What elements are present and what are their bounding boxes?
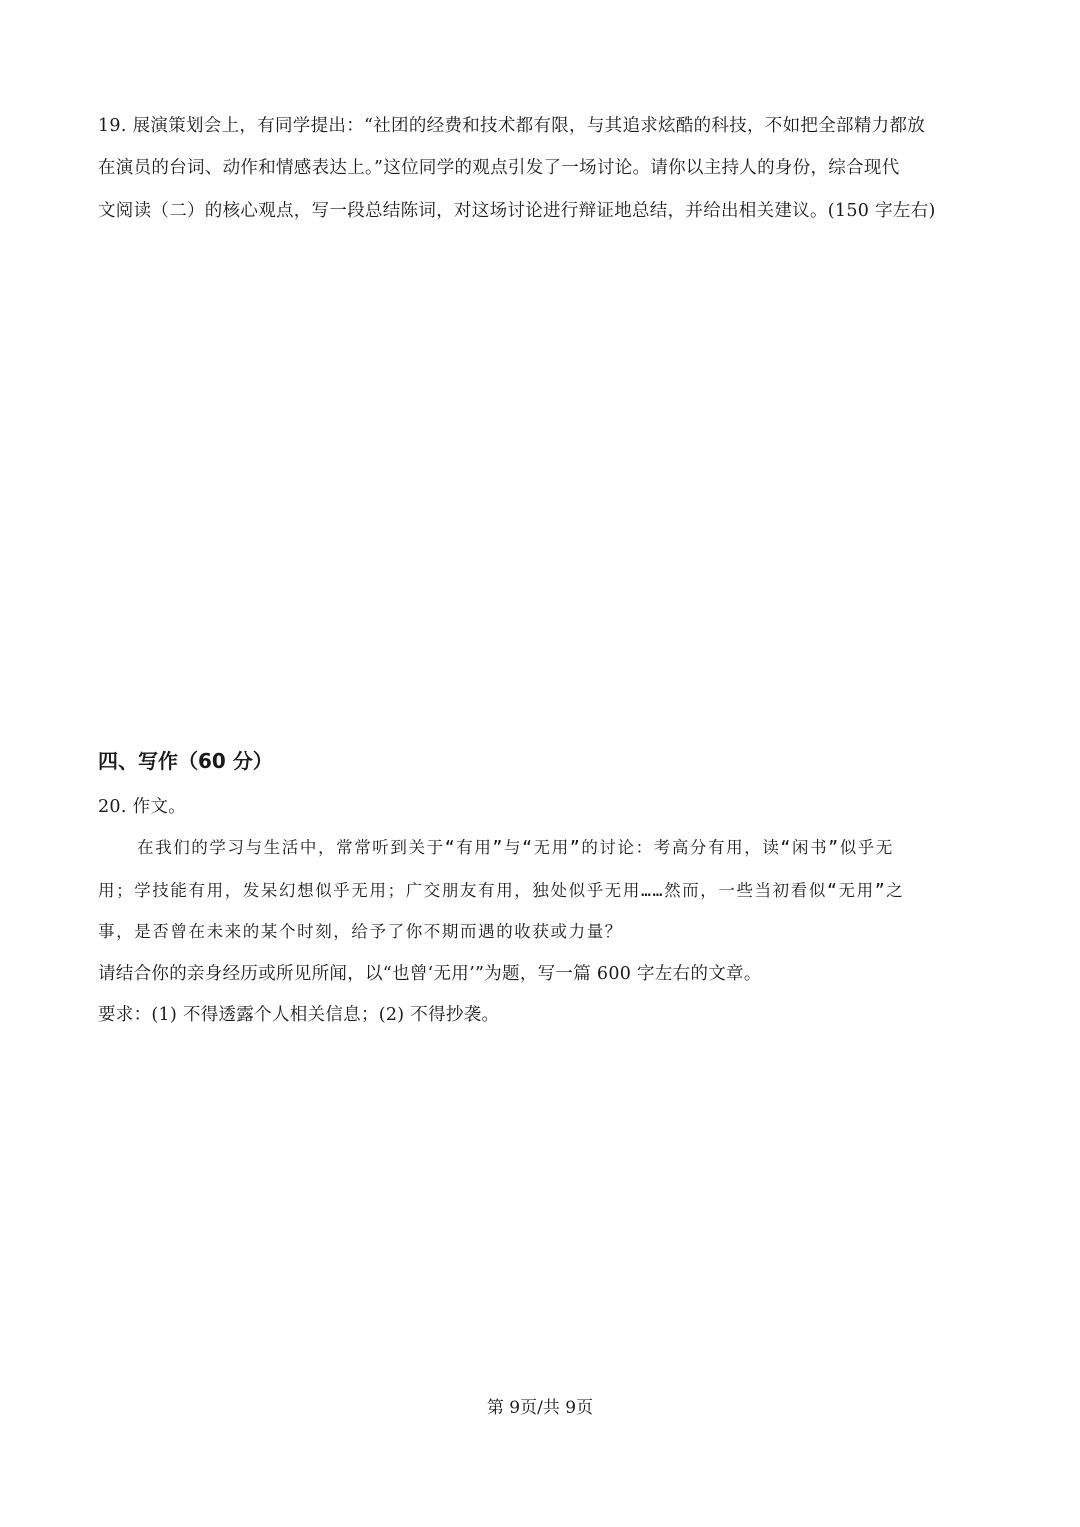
question-19-line-2: 在演员的台词、动作和情感表达上。”这位同学的观点引发了一场讨论。请你以主持人的身份，综合现代 [98, 158, 900, 178]
essay-requirements: 要求：(1) 不得透露个人相关信息；(2) 不得抄袭。 [98, 1005, 500, 1025]
section-writing-heading: 四、写作（60 分） [98, 749, 273, 773]
essay-prompt-line-1: 在我们的学习与生活中，常常听到关于“有用”与“无用”的讨论：考高分有用，读“闲书”似乎无 [137, 838, 895, 857]
question-19-line-3: 文阅读（二）的核心观点，写一段总结陈词，对这场讨论进行辩证地总结，并给出相关建议。(150 字左右) [98, 201, 936, 221]
page-footer-number: 第 9页/共 9页 [486, 1398, 594, 1418]
question-19-line-1: 19. 展演策划会上，有同学提出：“社团的经费和技术都有限，与其追求炫酷的科技，不如把全部精力都放 [98, 116, 926, 136]
essay-prompt-line-2: 用；学技能有用，发呆幻想似乎无用；广交朋友有用，独处似乎无用……然而，一些当初看似“无用”之 [98, 881, 905, 900]
question-20-label: 20. 作文。 [98, 797, 186, 817]
essay-instruction: 请结合你的亲身经历或所见所闻，以“也曾‘无用’”为题，写一篇 600 字左右的文章。 [98, 964, 762, 984]
essay-prompt-line-3: 事，是否曾在未来的某个时刻，给予了你不期而遇的收获或力量？ [98, 922, 623, 941]
